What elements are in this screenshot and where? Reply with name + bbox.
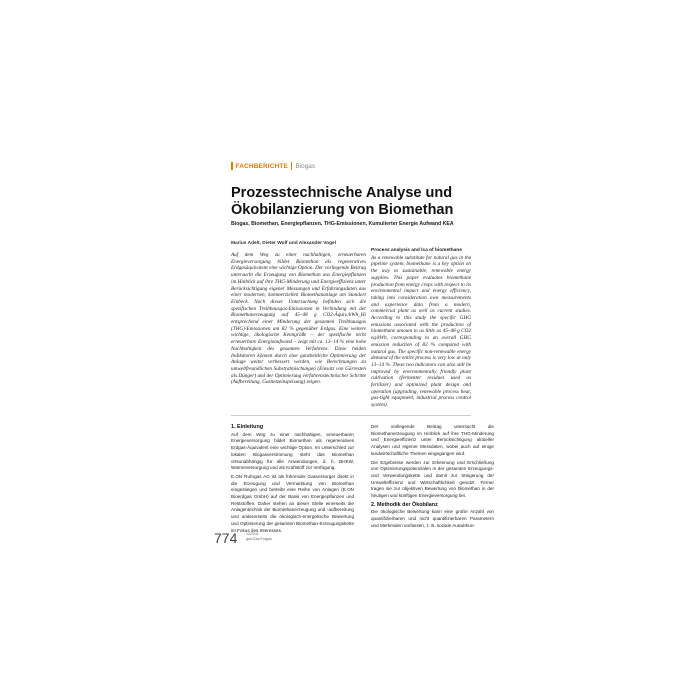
footer-issue: 12/2011 <box>246 532 259 536</box>
body-paragraph: E.ON Ruhrgas AG ist als führender Gasversorger direkt in die Erzeugung und Vermarktung von Biomethan eingestiegen und betreibt eine Reihe von Anlagen (E.ON Bioerdgas GmbH) auf der Basis von Energiepflanzen und Reststoffen. Daher stehen an dieser Stelle einerseits die Anlagentechnik der Biomethanerzeugung und -aufbereitung und andererseits die ökologisch-energetische Bewertung und Optimierung der gesamten Biomethan-Erzeugungskette im Fokus des Interesses. <box>231 473 354 533</box>
authors: Marius Adelt, Dieter Wolf und Alexander Vogel <box>231 241 337 246</box>
page-number: 774 <box>214 530 238 546</box>
subsection-label: Biogas <box>295 162 316 170</box>
abstract-english-heading: Process analysis and lca of biomethane <box>371 248 462 253</box>
divider <box>231 415 471 416</box>
section-label: FACHBERICHTE <box>235 162 288 170</box>
body-paragraph: Die Ergebnisse werden zur Erkennung und Erschließung von Optimierungspotenzialen in der gesamten Erzeugungs- und Verwendungskette und damit zur Steigerung der Umwelteffizienz und Wirtschaftlichkeit genutzt. Ferner tragen sie zur objektiven Bewertung von Biomethan in der heutigen und künftigen Energieversorgung bei. <box>371 459 494 499</box>
abstract-german: Auf dem Weg zu einer nachhaltigen, erneuerbaren Energieversorgung bildet Biomethan als regeneratives Erdgasäquivalent eine wichtige Option. Der vorliegende Beitrag untersucht die Erzeugung von Biomethan aus Energiepflanzen im Hinblick auf ihre THG-Minderung und Energieeffizienz unter Berücksichtigung eigener Messungen und Erfahrungsdaten aus einer modernen, kommerziellen Biomethananlage am Standort Einbeck. Nach dieser Untersuchung befinden sich die spezifischen Treibhausgas-Emissionen in Verbindung mit der Biomethanerzeugung auf 45–48 g CO2-Äquiv./kWh_Hi entsprechend einer Minderung der gesamten Treibhausgas (THG)-Emissionen um 82 % gegenüber Erdgas. Eine weitere wichtige, ökologische Kenngröße – der spezifische nicht erneuerbare Energieaufwand – zeigt mit ca. 13–14 % eine hohe Nachhaltigkeit des gesamten Verfahrens. Diese beiden Indikatoren können durch eine ganzheitliche Optimierung der Anlage weiter verbessert werden, wie Berechnungen zu umweltfreundlichen Substratmischungen (Einsatz von Gärresten als Dünger) und der Optimierung verfahrenstechnischer Schritte (Aufbereitung, Gasnetzeinspeisung) zeigen. <box>231 252 366 386</box>
body-paragraph: Der vorliegende Beitrag untersucht die Biomethanerzeugung im Hinblick auf ihre THG-Minderung und Energieeffizienz unter Berücksichtigung aktueller Analysen und eigener Messdaten, wobei auch auf einige landwirtschaftliche Themen eingegangen wird. <box>371 424 494 456</box>
header-bar-left <box>231 162 233 170</box>
section-heading-methodology: 2. Methodik der Ökobilanz <box>371 501 438 508</box>
body-column-left <box>231 424 354 536</box>
keywords: Biogas, Biomethan, Energiepflanzen, THG-Emissionen, Kumulierter Energie Aufwand KEA <box>231 221 454 227</box>
body-column-right <box>371 424 494 532</box>
section-header <box>231 160 471 172</box>
abstract-english-text: As a renewable substitute for natural gas in the pipeline system, biomethane is a key option on the way to sustainable, renewable energy supplies. This paper evaluates biomethane production from energy crops with respect to its environmental impact and energy efficiency, taking into consideration own measurements and experience data from a modern, commercial plant as well as current studies. According to this study the specific GHG emissions associated with the production of biomethane amount to as little as 45–48 g CO2 eq/kWh, corresponding to an overall GHG emission reduction of 82 % compared with natural gas. The specific non-renewable energy demand of the entire process is very low at only 13–14 %. These two indicators can also still be improved by environmentally friendly plant cultivation (fermenter residues used as fertilizer) and optimized plant design and operation (upgrading, renewable process heat, gas-tight equipment, industrial process control system). <box>371 254 471 409</box>
section-heading-introduction: 1. Einleitung <box>231 424 264 430</box>
abstract-english <box>371 248 471 409</box>
body-paragraph: Auf dem Weg zu einer nachhaltigen, erneuerbaren Energieversorgung bildet Biomethan als regeneratives Erdgas-Äquivalent eine wichtige Option. Im Unterschied zur lokalen Biogasverstromung steht das Biomethan ortsunabhängig für alle Anwendungen, d. h. BHKW, Wärmeversorgung und als Kraftstoff zur Verfügung. <box>231 431 354 471</box>
footer-journal <box>246 532 272 541</box>
header-bar-right <box>291 162 293 170</box>
footer-journal-name: gwf-Gas Erdgas <box>246 536 272 541</box>
body-paragraph: Die ökologische Bewertung kann eine große Anzahl von quantifizierbaren und nicht quantifizierbaren Parametern und Merkmalen umfassen, z. B. soziale Auswirkun- <box>371 509 494 528</box>
article-title: Prozesstechnische Analyse und Ökobilanzierung von Biomethan <box>231 185 454 218</box>
